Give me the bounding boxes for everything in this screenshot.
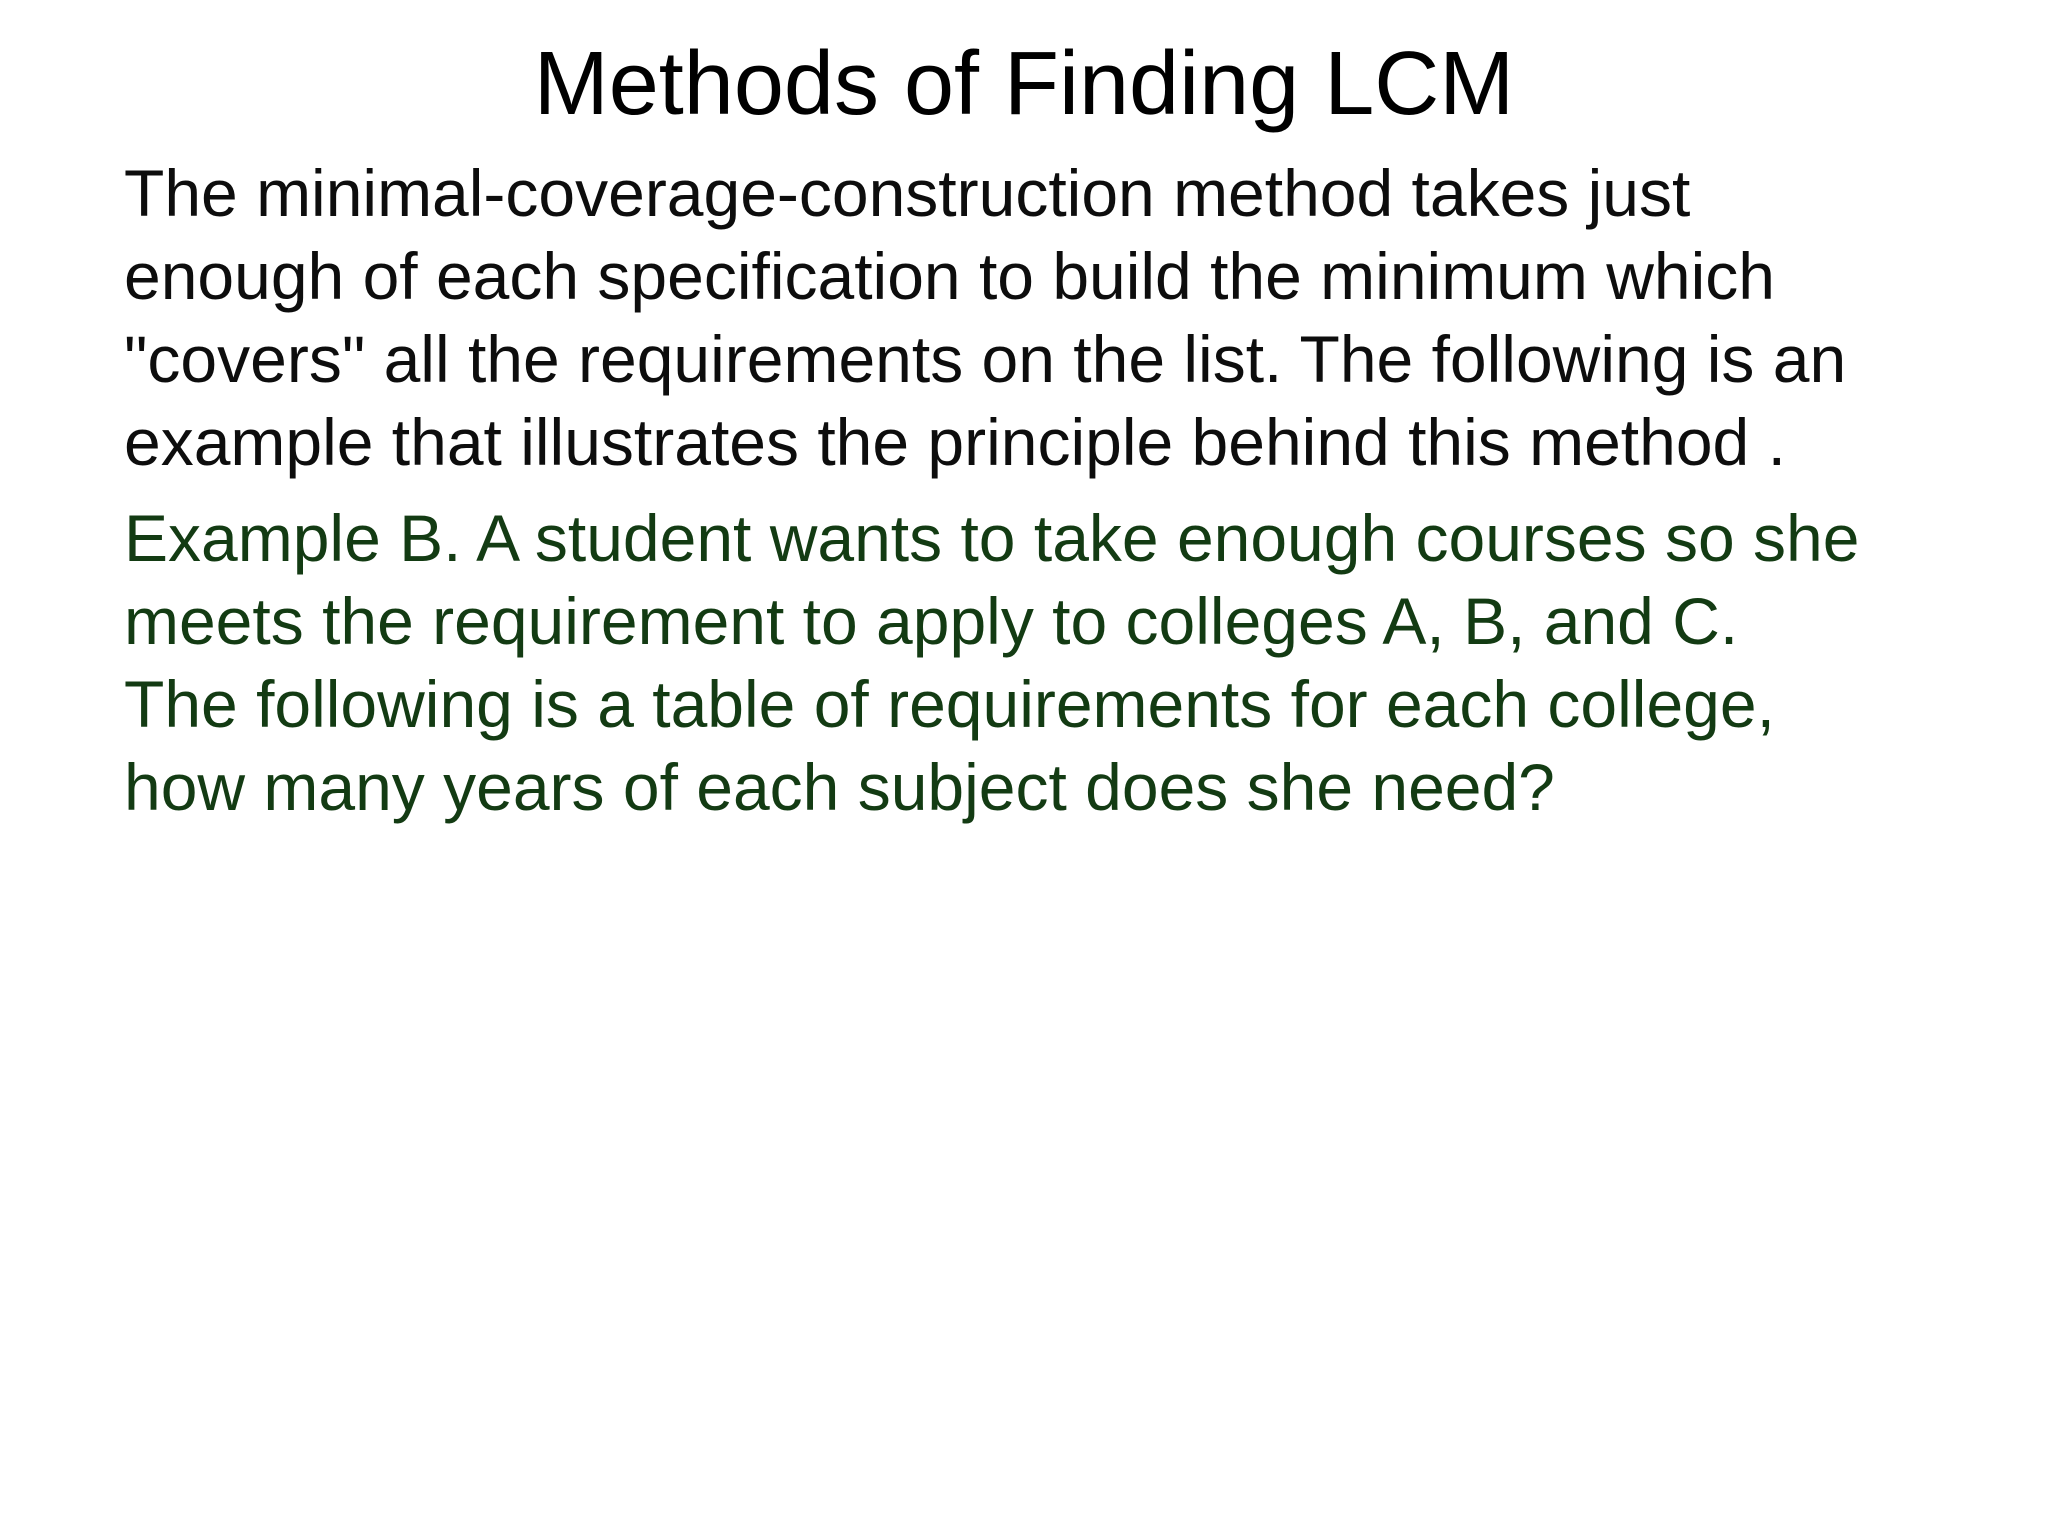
slide-title: Methods of Finding LCM (533, 34, 1515, 134)
example-line: The following is a table of requirements for each college, (124, 667, 1775, 741)
intro-line: The minimal-coverage-construction method takes just (124, 156, 1691, 230)
intro-line: enough of each specification to build the minimum which (124, 239, 1775, 313)
example-line: Example B. A student wants to take enough courses so she (124, 501, 1860, 575)
example-line: how many years of each subject does she need? (124, 750, 1555, 824)
intro-paragraph (124, 152, 2004, 484)
example-line: meets the requirement to apply to colleges A, B, and C. (124, 584, 1739, 658)
intro-line: example that illustrates the principle behind this method . (124, 405, 1786, 479)
intro-line: "covers" all the requirements on the list. The following is an (124, 322, 1847, 396)
example-paragraph (124, 497, 2004, 829)
